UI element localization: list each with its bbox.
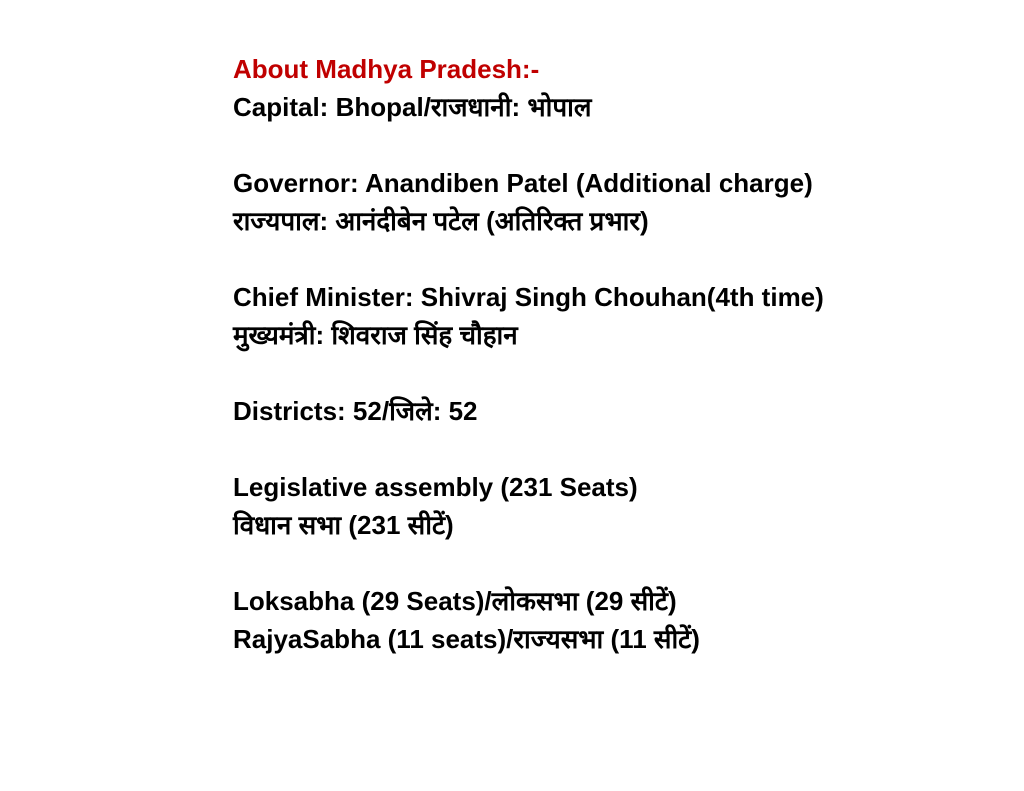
districts-line: Districts: 52/जिले: 52	[233, 396, 478, 426]
assembly-line-en: Legislative assembly (231 Seats)	[233, 472, 638, 502]
spacer	[233, 126, 993, 164]
assembly-line-hi: विधान सभा (231 सीटें)	[233, 510, 454, 540]
slide-content	[233, 50, 993, 658]
loksabha-line: Loksabha (29 Seats)/लोकसभा (29 सीटें)	[233, 586, 677, 616]
governor-line-hi: राज्यपाल: आनंदीबेन पटेल (अतिरिक्त प्रभार)	[233, 206, 649, 236]
chief-minister-line-hi: मुख्यमंत्री: शिवराज सिंह चौहान	[233, 320, 518, 350]
chief-minister-line-en: Chief Minister: Shivraj Singh Chouhan(4th time)	[233, 282, 824, 312]
spacer	[233, 544, 993, 582]
capital-line: Capital: Bhopal/राजधानी: भोपाल	[233, 92, 592, 122]
spacer	[233, 240, 993, 278]
spacer	[233, 354, 993, 392]
governor-line-en: Governor: Anandiben Patel (Additional charge)	[233, 168, 813, 198]
spacer	[233, 430, 993, 468]
rajyasabha-line: RajyaSabha (11 seats)/राज्यसभा (11 सीटें)	[233, 624, 700, 654]
slide-title: About Madhya Pradesh:-	[233, 54, 540, 84]
